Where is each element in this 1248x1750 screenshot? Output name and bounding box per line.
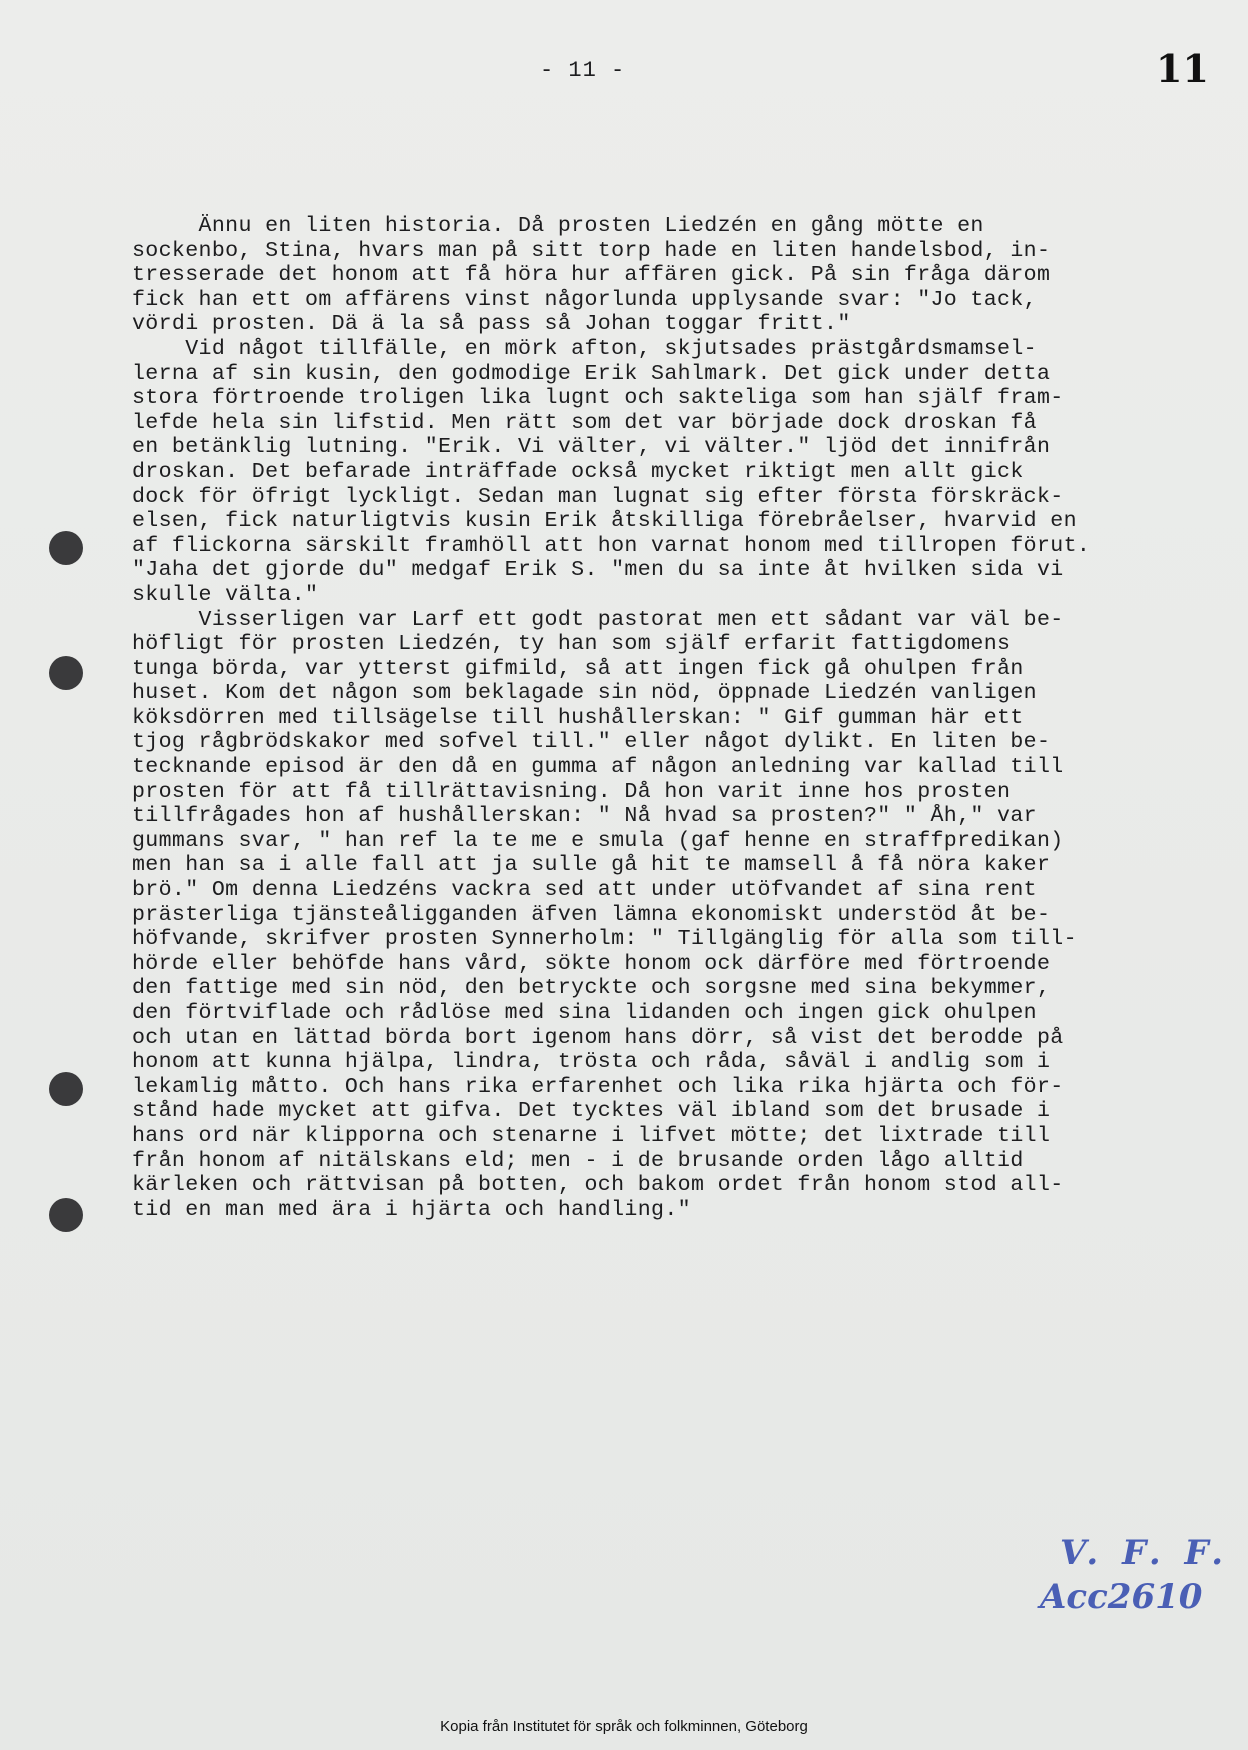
text-line: hans ord när klipporna och stenarne i lifvet mötte; det lixtrade till: [132, 1123, 1051, 1148]
page-number: - 11 -: [540, 58, 626, 83]
text-line: af flickorna särskilt framhöll att hon varnat honom med tillropen förut.: [132, 533, 1091, 558]
text-line: stånd hade mycket att gifva. Det tycktes väl ibland som det brusade i: [132, 1099, 1051, 1124]
text-line: stora förtroende troligen lika lugnt och sakteliga som han själf fram-: [132, 386, 1064, 411]
text-line: droskan. Det befarade inträffade också mycket riktigt men allt gick: [132, 459, 1024, 484]
text-line: gummans svar, " han ref la te me e smula (gaf henne en straffpredikan): [132, 828, 1064, 853]
text-line: skulle välta.": [132, 582, 319, 607]
text-line: höfvande, skrifver prosten Synnerholm: " Tillgänglig för alla som till-: [132, 927, 1077, 952]
text-line: den förtviflade och rådlöse med sina lidanden och ingen gick ohulpen: [132, 1001, 1037, 1025]
text-line: kärleken och rättvisan på botten, och bakom ordet från honom stod all-: [132, 1173, 1064, 1198]
text-line: en betänklig lutning. "Erik. Vi välter, vi välter." ljöd det innifrån: [132, 435, 1051, 460]
text-line: tresserade det honom att få höra hur affären gick. På sin fråga därom: [132, 263, 1051, 288]
archive-footer: Kopia från Institutet för språk och folkminnen, Göteborg: [440, 1718, 808, 1735]
text-line: "Jaha det gjorde du" medgaf Erik S. "men du sa inte åt hvilken sida vi: [132, 558, 1064, 583]
text-line: fick han ett om affärens vinst någorlunda upplysande svar: "Jo tack,: [132, 287, 1037, 312]
text-line: vördi prosten. Dä ä la så pass så Johan toggar fritt.": [132, 312, 851, 337]
punch-hole-icon: [49, 656, 83, 690]
text-line: honom att kunna hjälpa, lindra, trösta och råda, såväl i andlig som i: [132, 1050, 1051, 1075]
text-line: från honom af nitälskans eld; men - i de brusande orden lågo alltid: [132, 1148, 1024, 1173]
text-line: prosten för att få tillrättavisning. Då hon varit inne hos prosten: [132, 779, 1011, 804]
archive-stamp: [1040, 1533, 1229, 1617]
text-line: hörde eller behöfde hans vård, sökte honom ock därföre med förtroende: [132, 951, 1051, 976]
text-line: sockenbo, Stina, hvars man på sitt torp hade en liten handelsbod, in-: [132, 238, 1051, 263]
text-line: prästerliga tjänsteåligganden äfven lämna ekonomiskt understöd åt be-: [132, 902, 1051, 927]
text-line: lefde hela sin lifstid. Men rätt som det var började dock droskan få: [132, 410, 1037, 435]
typewritten-body: [132, 214, 1212, 1222]
text-line: tid en man med ära i hjärta och handling.": [132, 1197, 691, 1222]
text-line: Visserligen var Larf ett godt pastorat men ett sådant var väl be-: [132, 607, 1064, 632]
punch-hole-icon: [49, 531, 83, 565]
text-line: elsen, fick naturligtvis kusin Erik åtskilliga förebråelser, hvarvid en: [132, 509, 1077, 534]
text-line: höfligt för prosten Liedzén, ty han som själf erfarit fattigdomens: [132, 632, 1011, 657]
text-line: brö." Om denna Liedzéns vackra sed att under utöfvandet af sina rent: [132, 878, 1037, 903]
stamp-line-1: V. F. F.: [1060, 1533, 1230, 1573]
text-line: Vid något tillfälle, en mörk afton, skjutsades prästgårdsmamsel-: [132, 336, 1037, 361]
text-line: tecknande episod är den då en gumma af någon anledning var kallad till: [132, 755, 1064, 780]
text-line: köksdörren med tillsägelse till hushållerskan: " Gif gumman här ett: [132, 705, 1024, 730]
punch-hole-icon: [49, 1198, 83, 1232]
text-line: tunga börda, var ytterst gifmild, så att ingen fick gå ohulpen från: [132, 656, 1024, 681]
text-line: tillfrågades hon af hushållerskan: " Nå hvad sa prosten?" " Åh," var: [132, 804, 1037, 829]
text-line: lerna af sin kusin, den godmodige Erik Sahlmark. Det gick under detta: [132, 361, 1051, 386]
text-line: lekamlig måtto. Och hans rika erfarenhet och lika rika hjärta och för-: [132, 1074, 1064, 1099]
text-line: men han sa i alle fall att ja sulle gå hit te mamsell å få nöra kaker: [132, 853, 1051, 878]
text-line: den fattige med sin nöd, den betryckte och sorgsne med sina bekymmer,: [132, 976, 1051, 1001]
folio-number: 11: [1156, 46, 1209, 91]
punch-hole-icon: [49, 1072, 83, 1106]
stamp-accession-number: Acc2610: [1040, 1577, 1203, 1617]
text-line: Ännu en liten historia. Då prosten Liedzén en gång mötte en: [132, 214, 984, 238]
text-line: dock för öfrigt lyckligt. Sedan man lugnat sig efter första förskräck-: [132, 484, 1064, 509]
text-line: tjog rågbrödskakor med sofvel till." eller något dylikt. En liten be-: [132, 730, 1051, 755]
text-line: och utan en lättad börda bort igenom hans dörr, så vist det berodde på: [132, 1025, 1064, 1050]
text-line: huset. Kom det någon som beklagade sin nöd, öppnade Liedzén vanligen: [132, 681, 1037, 706]
